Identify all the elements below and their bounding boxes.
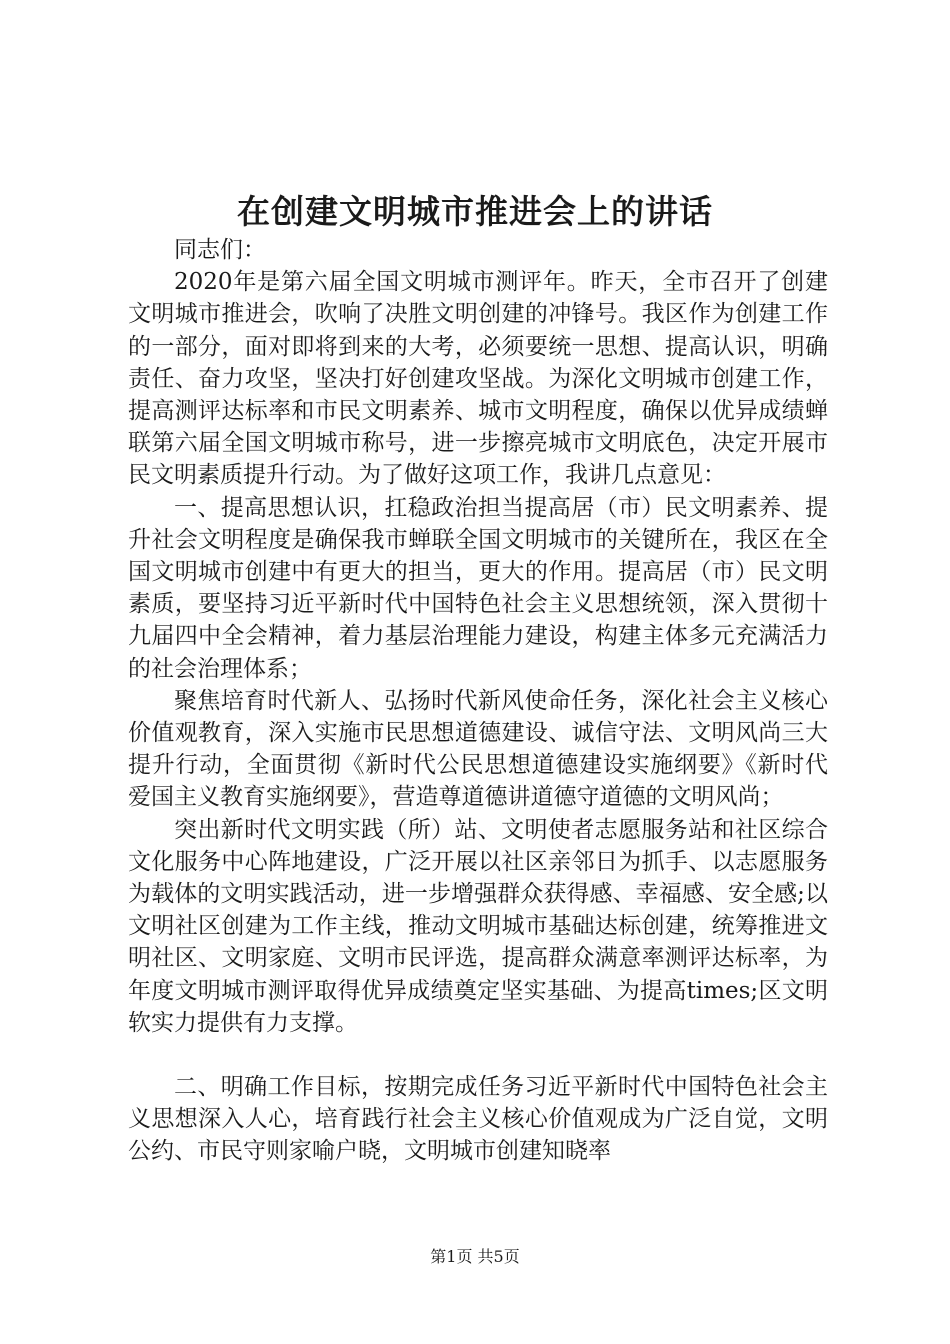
- paragraph-focus: 聚焦培育时代新人、弘扬时代新风使命任务，深化社会主义核心价值观教育，深入实施市民思想道德建设、诚信守法、文明风尚三大提升行动，全面贯彻《新时代公民思想道德建设实施纲要》《新时代爱国主义教育实施纲要》，营造尊道德讲道德守道德的文明风尚；: [128, 687, 828, 811]
- document-title: 在创建文明城市推进会上的讲话: [237, 192, 713, 231]
- paragraph-practice: 突出新时代文明实践（所）站、文明使者志愿服务站和社区综合文化服务中心阵地建设，广泛开展以社区亲邻日为抓手、以志愿服务为载体的文明实践活动，进一步增强群众获得感、幸福感、安全感;以文明社区创建为工作主线，推动文明城市基础达标创建，统筹推进文明社区、文明家庭、文明市民评选，提高群众满意率测评达标率，为年度文明城市测评取得优异成绩奠定坚实基础、为提高times;区文明软实力提供有力支撑。: [128, 816, 828, 1036]
- paragraph-section-2: 二、明确工作目标，按期完成任务习近平新时代中国特色社会主义思想深入人心，培育践行社会主义核心价值观成为广泛自觉，文明公约、市民守则家喻户晓，文明城市创建知晓率: [128, 1074, 828, 1165]
- paragraph-section-1: 一、提高思想认识，扛稳政治担当提高居（市）民文明素养、提升社会文明程度是确保我市蝉联全国文明城市的关键所在，我区在全国文明城市创建中有更大的担当，更大的作用。提高居（市）民文明素质，要坚持习近平新时代中国特色社会主义思想统领，深入贯彻十九届四中全会精神，着力基层治理能力建设，构建主体多元充满活力的社会治理体系；: [128, 494, 828, 682]
- salutation: 同志们：: [174, 237, 266, 263]
- page-footer: 第1页 共5页: [430, 1247, 520, 1266]
- document-body: [128, 234, 828, 1168]
- paragraph-intro: 2020年是第六届全国文明城市测评年。昨天，全市召开了创建文明城市推进会，吹响了决胜文明创建的冲锋号。我区作为创建工作的一部分，面对即将到来的大考，必须要统一思想、提高认识，明确责任、奋力攻坚，坚决打好创建攻坚战。为深化文明城市创建工作，提高测评达标率和市民文明素养、城市文明程度，确保以优异成绩蝉联第六届全国文明城市称号，进一步擦亮城市文明底色，决定开展市民文明素质提升行动。为了做好这项工作，我讲几点意见：: [128, 269, 828, 489]
